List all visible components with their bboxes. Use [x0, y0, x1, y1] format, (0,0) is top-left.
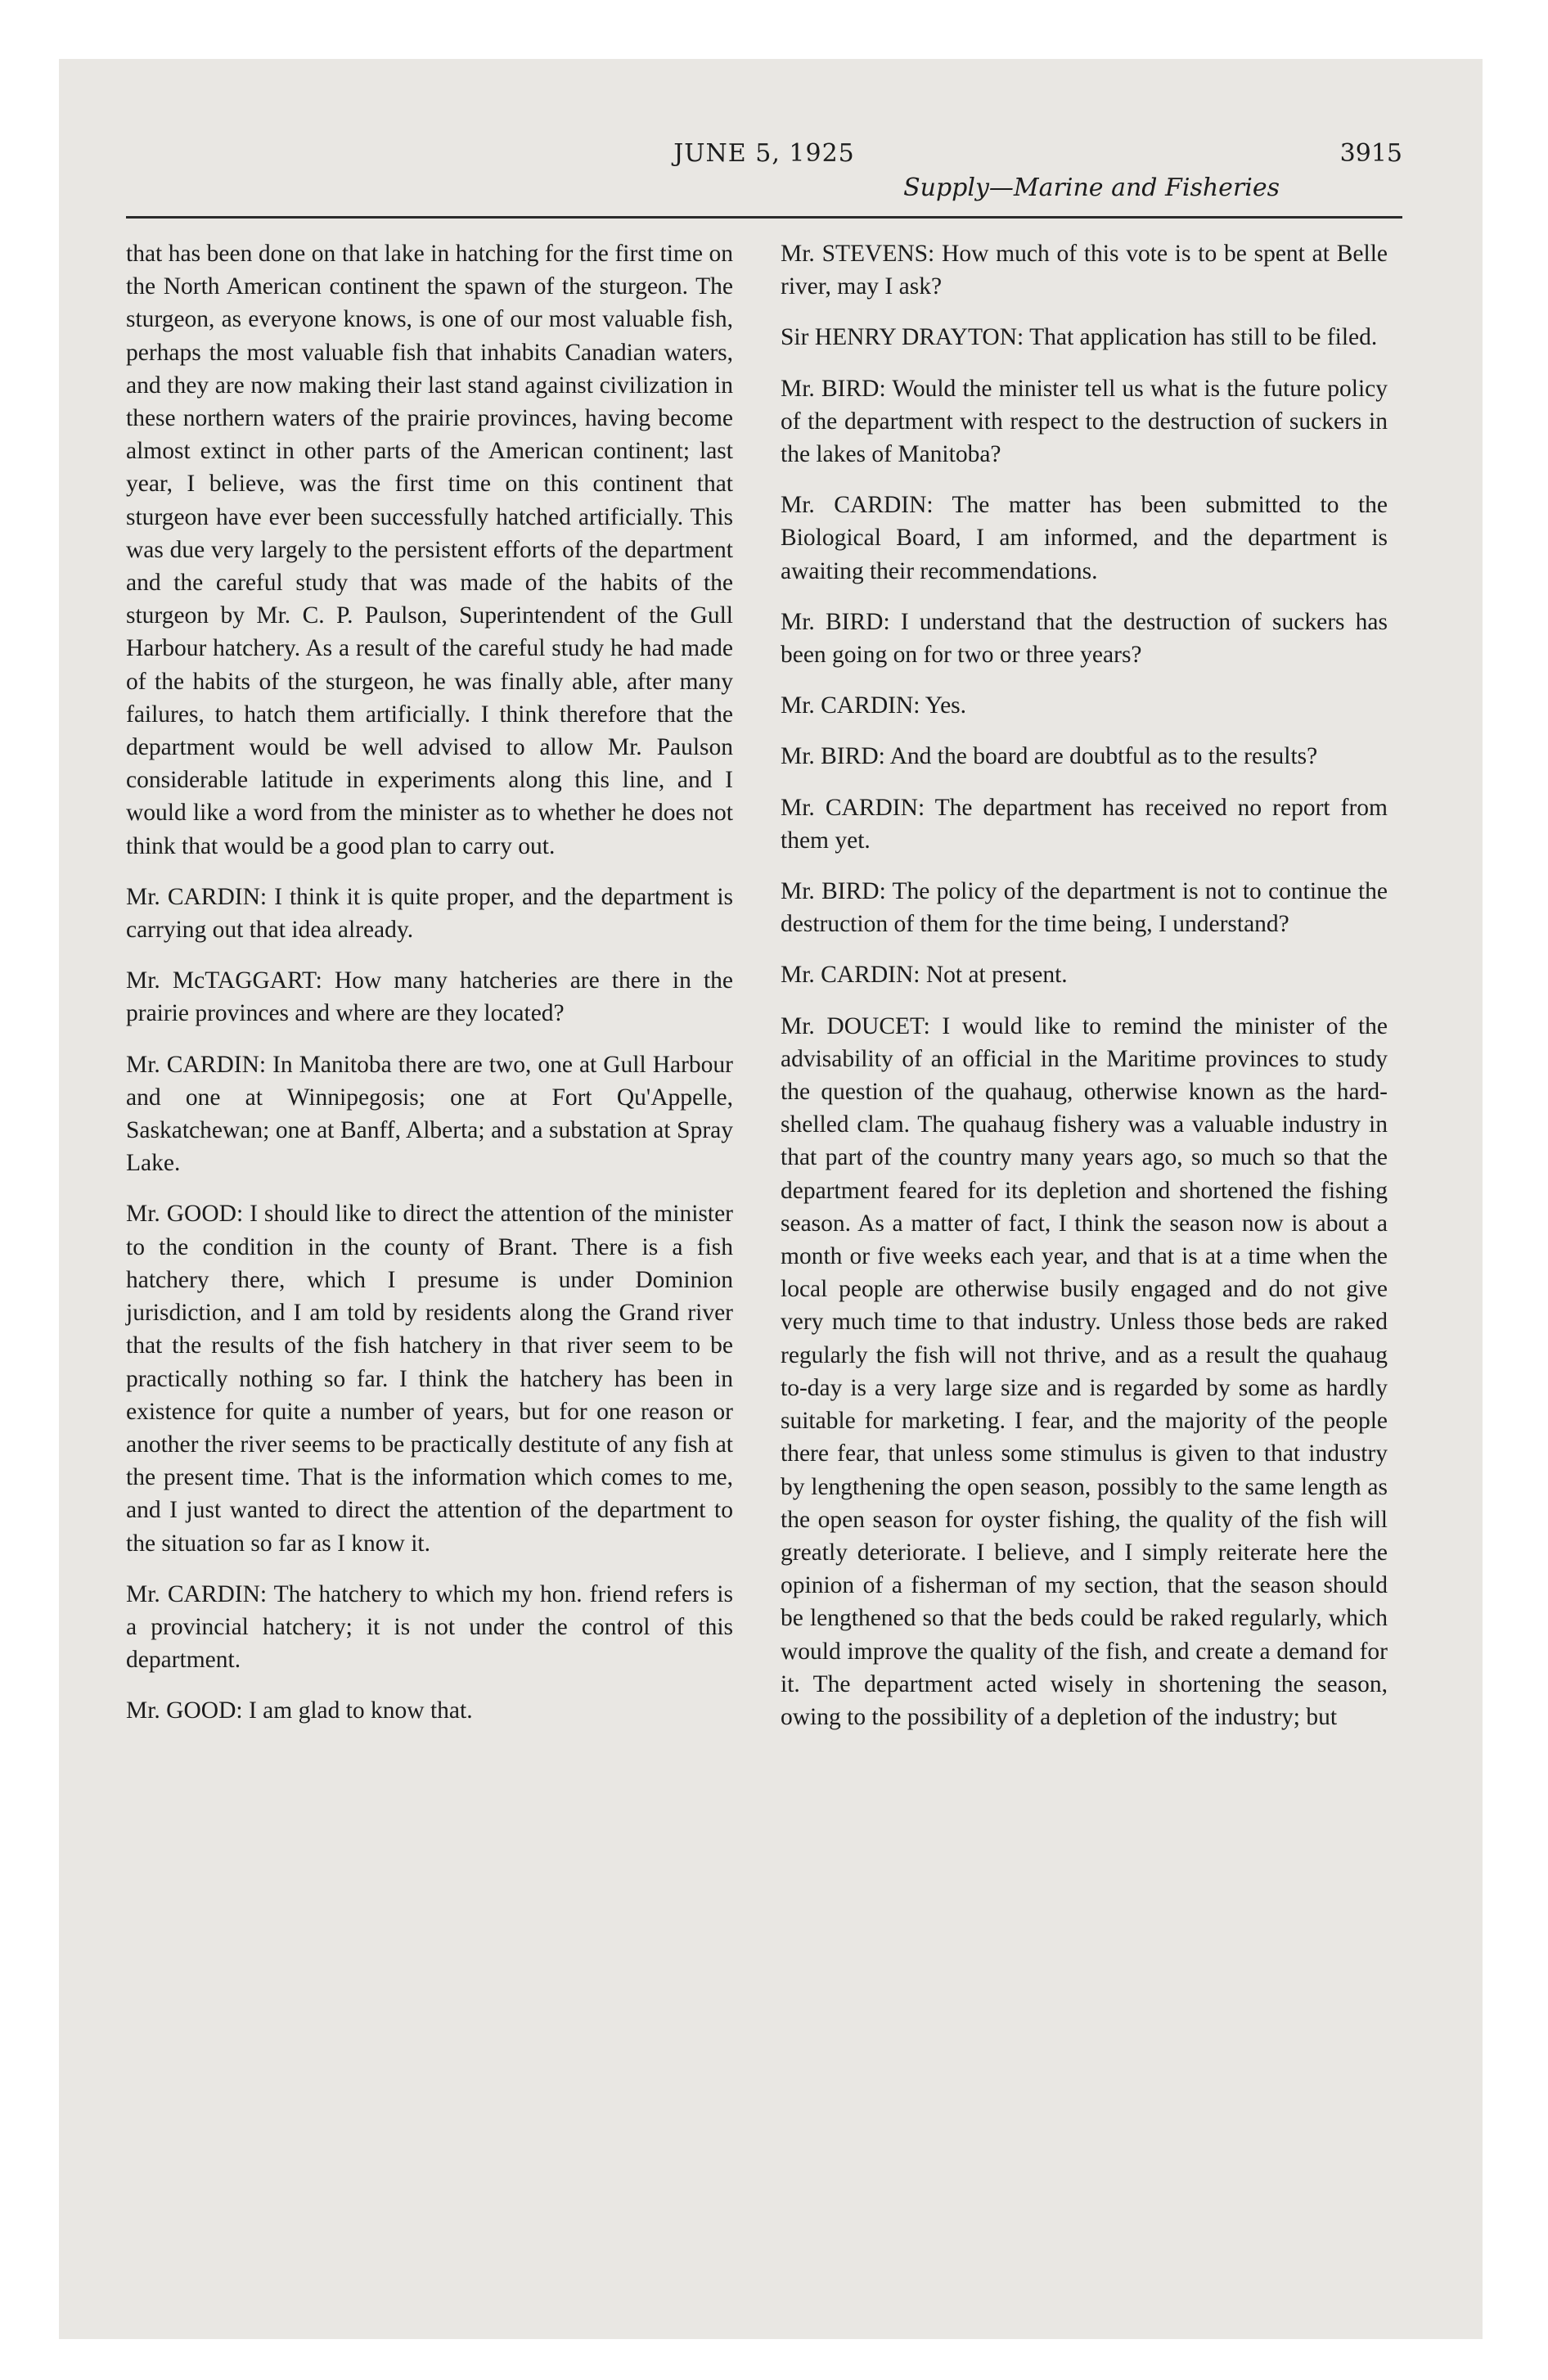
paragraph: Mr. STEVENS: How much of this vote is to be spent at Belle river, may I ask?	[781, 241, 1388, 300]
header-rule	[126, 216, 1402, 219]
page-header	[126, 139, 1402, 213]
right-column	[781, 237, 1388, 1751]
paragraph: Mr. CARDIN: The matter has been submitted to the Biological Board, I am informed, and the department is awaiting their recommendations.	[781, 492, 1388, 584]
paragraph: Mr. CARDIN: Not at present.	[781, 962, 1068, 989]
paragraph: Mr. CARDIN: The department has received no report from them yet.	[781, 794, 1388, 854]
paragraph: Mr. DOUCET: I would like to remind the minister of the advisability of an official in the Maritime provinces to study the question of the quahaug, otherwise known as the hard-shelled clam. The quahaug fishery was a valuable industry in that part of the country many years ago, so much so that the department feared for its depletion and shortened the fishing season. As a matter of fact, I think the season now is about a month or five weeks each year, and that is at a time when the local people are otherwise busily engaged and do not give very much time to that industry. Unless those beds are raked regularly the fish will not thrive, and as a result the quahaug to-day is a very large size and is regarded by some as hardly suitable for marketing. I fear, and the majority of the people there fear, that unless some stimulus is given to that industry by lengthening the open season, possibly to the same length as the open season for oyster fishing, the quality of the fish will greatly deteriorate. I believe, and I simply reiterate here the opinion of a fisherman of my section, that the season should be lengthened so that the beds could be raked regularly, which would improve the quality of the fish, and create a demand for it. The department acted wisely in shortening the season, owing to the possibility of a depletion of the industry; but	[781, 1012, 1388, 1730]
paragraph: Mr. CARDIN: In Manitoba there are two, one at Gull Harbour and one at Winnipegosis; one at Fort Qu'Appelle, Saskatchewan; one at Banff, Alberta; and a substation at Spray Lake.	[126, 1051, 733, 1177]
page-number: 3915	[1339, 139, 1402, 168]
section-title: Supply—Marine and Fisheries	[903, 174, 1280, 202]
left-column	[126, 237, 733, 1746]
paragraph: Mr. McTAGGART: How many hatcheries are there in the prairie provinces and where are they located?	[126, 967, 733, 1027]
paragraph: Mr. GOOD: I should like to direct the attention of the minister to the condition in the county of Brant. There is a fish hatchery there, which I presume is under Dominion jurisdiction, and I am told by residents along the Grand river that the results of the fish hatchery in that river seem to be practically nothing so far. I think the hatchery has been in existence for quite a number of years, but for one reason or another the river seems to be practically destitute of any fish at the present time. That is the information which comes to me, and I just wanted to direct the attention of the department to the situation so far as I know it.	[126, 1201, 733, 1557]
paragraph: Mr. BIRD: Would the minister tell us what is the future policy of the department with respect to the destruction of suckers in the lakes of Manitoba?	[781, 375, 1388, 468]
paragraph: Mr. CARDIN: I think it is quite proper, and the department is carrying out that idea already.	[126, 883, 733, 944]
paragraph: Mr. BIRD: The policy of the department is not to continue the destruction of them for the time being, I understand?	[781, 878, 1388, 938]
paragraph: Mr. BIRD: And the board are doubtful as to the results?	[781, 743, 1318, 770]
paragraph: Mr. BIRD: I understand that the destruction of suckers has been going on for two or three years?	[781, 608, 1388, 669]
paragraph: Mr. GOOD: I am glad to know that.	[126, 1697, 473, 1724]
header-date: JUNE 5, 1925	[673, 139, 855, 168]
paragraph: Mr. CARDIN: Yes.	[781, 692, 967, 719]
paragraph: Mr. CARDIN: The hatchery to which my hon. friend refers is a provincial hatchery; it is not under the control of this department.	[126, 1580, 733, 1674]
paragraph: that has been done on that lake in hatching for the first time on the North American continent the spawn of the sturgeon. The sturgeon, as everyone knows, is one of our most valuable fish, perhaps the most valuable fish that inhabits Canadian waters, and they are now making their last stand against civilization in these northern waters of the prairie provinces, having become almost extinct in other parts of the American continent; last year, I believe, was the first time on this continent that sturgeon have ever been successfully hatched artificially. This was due very largely to the persistent efforts of the department and the careful study that was made of the habits of the sturgeon by Mr. C. P. Paulson, Superintendent of the Gull Harbour hatchery. As a result of the careful study he had made of the habits of the sturgeon, he was finally able, after many failures, to hatch them artificially. I think therefore that the department would be well advised to allow Mr. Paulson considerable latitude in experiments along this line, and I would like a word from the minister as to whether he does not think that would be a good plan to carry out.	[126, 241, 733, 859]
paragraph: Sir HENRY DRAYTON: That application has still to be filed.	[781, 324, 1378, 351]
